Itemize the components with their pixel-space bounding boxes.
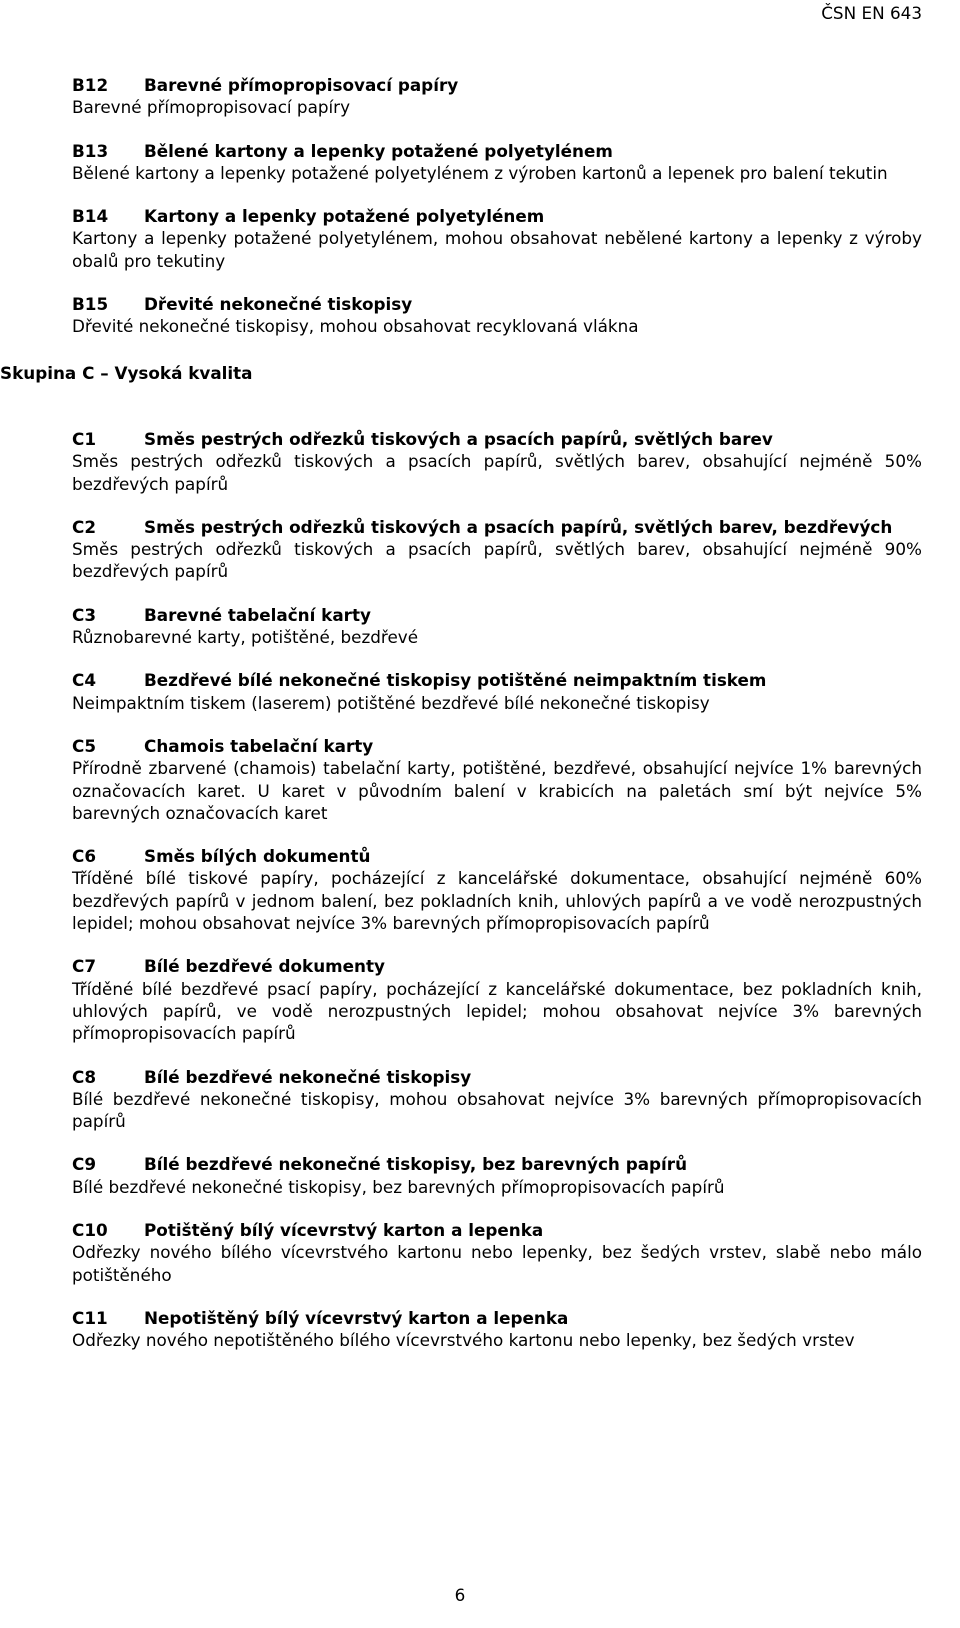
entry-heading (72, 293, 922, 315)
entry-code: C9 (72, 1154, 96, 1175)
document-body (0, 74, 922, 1372)
entry-code: C6 (72, 846, 96, 867)
entry-c3 (72, 604, 922, 649)
entry-code: C3 (72, 604, 96, 625)
entry-description: Přírodně zbarvené (chamois) tabelační karty, potištěné, bezdřevé, obsahující nejvíce 1% barevných označovacích karet. U karet v původním balení v krabicích na paletách smí být nejvíce 5% barevných označovacích karet (72, 758, 922, 823)
entry-heading (72, 1153, 922, 1175)
entry-code: C11 (72, 1307, 108, 1328)
entry-description: Odřezky nového nepotištěného bílého vícevrstvého kartonu nebo lepenky, bez šedých vrstev (72, 1330, 855, 1351)
entry-code: B13 (72, 140, 109, 161)
entry-description: Bílé bezdřevé nekonečné tiskopisy, bez barevných přímopropisovacích papírů (72, 1176, 725, 1197)
entry-heading (72, 845, 922, 867)
entry-title: Dřevité nekonečné tiskopisy (144, 294, 413, 315)
entry-heading (72, 1307, 922, 1329)
entry-description: Bílé bezdřevé nekonečné tiskopisy, mohou obsahovat nejvíce 3% barevných přímopropisovacích papírů (72, 1088, 922, 1132)
entry-code: C8 (72, 1066, 96, 1087)
entry-c6 (72, 845, 922, 934)
entry-heading (72, 140, 922, 162)
entry-code: C2 (72, 516, 96, 537)
entry-description: Odřezky nového bílého vícevrstvého kartonu nebo lepenky, bez šedých vrstev, slabě nebo málo potištěného (72, 1242, 922, 1285)
group-c-title: Skupina C – Vysoká kvalita (0, 362, 253, 383)
page-number: 6 (454, 1585, 466, 1605)
entry-title: Bílé bezdřevé nekonečné tiskopisy (144, 1066, 472, 1087)
entry-title: Bílé bezdřevé dokumenty (144, 956, 385, 977)
entry-title: Barevné přímopropisovací papíry (144, 75, 459, 95)
entry-c9 (72, 1153, 922, 1198)
entry-description: Směs pestrých odřezků tiskových a psacích papírů, světlých barev, obsahující nejméně 50% bezdřevých papírů (72, 451, 922, 494)
entry-code: C4 (72, 670, 96, 691)
entry-title: Potištěný bílý vícevrstvý karton a lepenka (144, 1219, 544, 1240)
entry-title: Směs bílých dokumentů (144, 846, 371, 867)
entry-description: Tříděné bílé bezdřevé psací papíry, pocházející z kancelářské dokumentace, bez pokladních knih, uhlových papírů, ve vodě nerozpustných lepidel; mohou obsahovat nejvíce 3% barevných přímopropisovacích papírů (72, 978, 922, 1044)
entry-description: Kartony a lepenky potažené polyetylénem, mohou obsahovat nebělené kartony a lepenky z výroby obalů pro tekutiny (72, 228, 922, 271)
entry-title: Bělené kartony a lepenky potažené polyetylénem (144, 140, 613, 161)
entry-c10 (72, 1219, 922, 1286)
entry-heading (72, 955, 922, 977)
entry-code: C5 (72, 735, 96, 756)
entry-b12 (72, 74, 922, 119)
entry-title: Bílé bezdřevé nekonečné tiskopisy, bez barevných papírů (144, 1154, 688, 1175)
entry-title: Bezdřevé bílé nekonečné tiskopisy potištěné neimpaktním tiskem (144, 670, 767, 691)
entry-title: Směs pestrých odřezků tiskových a psacích papírů, světlých barev (144, 428, 773, 449)
entry-b15 (72, 293, 922, 338)
entry-c4 (72, 669, 922, 714)
entry-code: B12 (72, 75, 109, 95)
entry-description: Směs pestrých odřezků tiskových a psacích papírů, světlých barev, obsahující nejméně 90% bezdřevých papírů (72, 539, 922, 582)
entry-code: C1 (72, 428, 96, 449)
entry-heading (72, 669, 922, 691)
entry-description: Dřevité nekonečné tiskopisy, mohou obsahovat recyklovaná vlákna (72, 316, 639, 337)
entry-heading (72, 516, 922, 538)
entry-code: B15 (72, 294, 109, 315)
entry-code: C7 (72, 956, 96, 977)
entry-description: Tříděné bílé tiskové papíry, pocházející z kancelářské dokumentace, obsahující nejméně 60% bezdřevých papírů v jednom balení, bez pokladních knih, uhlových papírů a ve vodě nerozpustných lepidel; mohou obsahovat nejvíce 3% barevných přímopropisovacích papírů (72, 868, 922, 934)
entry-c8 (72, 1066, 922, 1133)
entry-title: Chamois tabelační karty (144, 735, 374, 756)
entry-heading (72, 1219, 922, 1241)
entry-heading (72, 428, 922, 450)
entry-c7 (72, 955, 922, 1044)
entry-title: Směs pestrých odřezků tiskových a psacích papírů, světlých barev, bezdřevých (144, 516, 893, 537)
entry-code: C10 (72, 1219, 108, 1240)
entry-title: Barevné tabelační karty (144, 604, 371, 625)
entry-code: B14 (72, 206, 109, 227)
entry-c2 (72, 516, 922, 583)
entry-description: Bělené kartony a lepenky potažené polyetylénem z výroben kartonů a lepenek pro balení tekutin (72, 162, 888, 183)
entry-heading (72, 205, 922, 227)
entry-b13 (72, 140, 922, 185)
entry-heading (72, 74, 922, 96)
standard-code: ČSN EN 643 (821, 3, 922, 23)
entry-title: Kartony a lepenky potažené polyetylénem (144, 206, 545, 227)
entry-title: Nepotištěný bílý vícevrstvý karton a lepenka (144, 1307, 569, 1328)
entry-b14 (72, 205, 922, 272)
entry-heading (72, 604, 922, 626)
entry-description: Barevné přímopropisovací papíry (72, 97, 350, 118)
entry-description: Neimpaktním tiskem (laserem) potištěné bezdřevé bílé nekonečné tiskopisy (72, 692, 710, 713)
entry-c5 (72, 735, 922, 824)
entry-c11 (72, 1307, 922, 1352)
entry-heading (72, 735, 922, 757)
entry-heading (72, 1066, 922, 1088)
entry-description: Různobarevné karty, potištěné, bezdřevé (72, 627, 419, 648)
entry-c1 (72, 428, 922, 495)
